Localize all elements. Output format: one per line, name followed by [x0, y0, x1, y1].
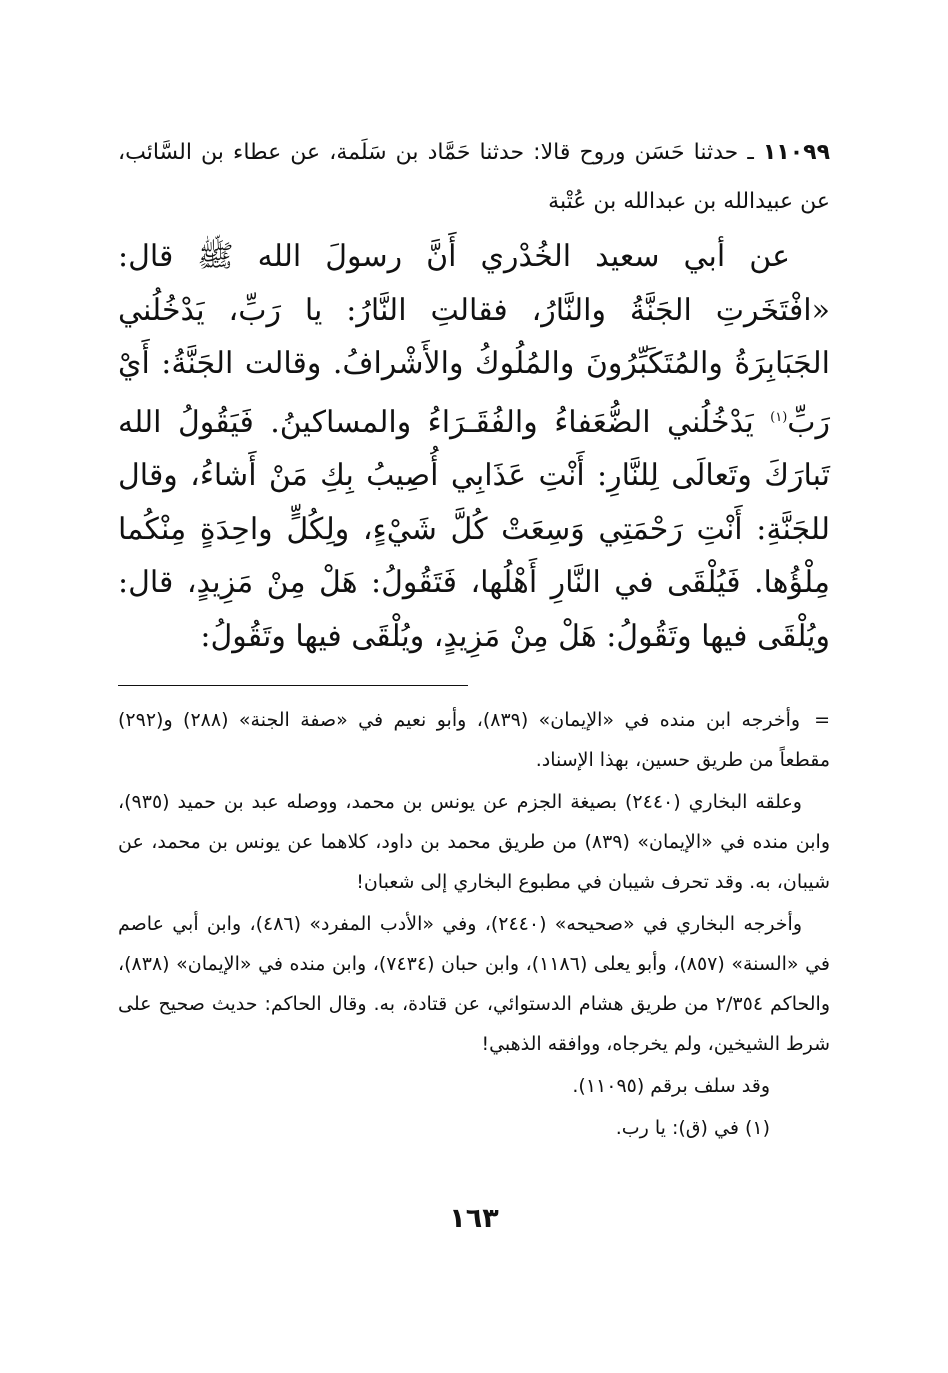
matn-text-1: عن أبي سعيد الخُدْري أَنَّ رسولَ الله ﷺ قال: «افْتَخَرتِ الجَنَّةُ والنَّارُ، فقالتِ النَّارُ: يا رَبِّ، يَدْخُلُني الجَبَابِرَةُ والمُتَكَبِّرُونَ والمُلُوكُ والأَشْرافُ. وقالت الجَنَّةُ: أَيْ رَبِّ — [118, 239, 830, 440]
isnad-text: ـ حدثنا حَسَن وروح قالا: حدثنا حَمَّاد بن سَلَمة، عن عطاء بن السَّائب، عن عبيدالله بن عبدالله بن عُتْبة — [118, 140, 830, 214]
page-body — [118, 128, 830, 1150]
hadith-number: ١١٠٩٩ — [762, 140, 830, 165]
footnote-p2: وعلقه البخاري (٢٤٤٠) بصيغة الجزم عن يونس بن محمد، ووصله عبد بن حميد (٩٣٥)، وابن منده في «الإيمان» (٨٣٩) من طريق محمد بن داود، كلاهما عن يونس بن محمد، عن شيبان، به. وقد تحرف شيبان في مطبوع البخاري إلى شعبان! — [118, 791, 830, 893]
footnotes — [118, 700, 830, 1148]
continuation-mark: = — [814, 709, 831, 731]
footnote-p3: وأخرجه البخاري في «صحيحه» (٢٤٤٠)، وفي «الأدب المفرد» (٤٨٦)، وابن أبي عاصم في «السنة» (٨٥٧)، وأبو يعلى (١١٨٦)، وابن حبان (٧٤٣٤)، وابن منده في «الإيمان» (٨٣٨)، والحاكم ٢/٣٥٤ من طريق هشام الدستوائي، عن قتادة، به. وقال الحاكم: حديث صحيح على شرط الشيخين، ولم يخرجاه، ووافقه الذهبي! — [118, 913, 831, 1055]
footnote-1: (١) في (ق): يا رب. — [615, 1117, 770, 1139]
hadith-isnad — [118, 128, 830, 226]
footnote-p4: وقد سلف برقم (١١٠٩٥). — [572, 1075, 770, 1097]
page-number: ١٦٣ — [449, 1203, 499, 1234]
hadith-matn — [118, 230, 830, 663]
footnote-ref[interactable]: (١) — [770, 409, 788, 425]
footnote-divider — [118, 685, 468, 686]
footnote-p1-text: وأخرجه ابن منده في «الإيمان» (٨٣٩)، وأبو نعيم في «صفة الجنة» (٢٨٨) و(٢٩٢) مقطعاً من طريق حسين، بهذا الإسناد. — [118, 709, 830, 771]
matn-text-2: يَدْخُلُني الضُّعَفاءُ والفُقَـرَاءُ والمساكينُ. فَيَقُولُ الله تَبارَكَ وتَعالَى لِلنَّارِ: أَنْتِ عَذَابِي أُصِيبُ بِكِ مَنْ أَشاءُ، وقال للجَنَّةِ: أَنْتِ رَحْمَتِي وَسِعَتْ كُلَّ شَيْءٍ، ولِكُلٍّ واحِدَةٍ مِنْكُما مِلْؤُها. فَيُلْقَى في النَّارِ أَهْلُها، فَتَقُولُ: هَلْ مِنْ مَزِيدٍ، قال: ويُلْقَى فيها وتَقُولُ: هَلْ مِنْ مَزِيدٍ، ويُلْقَى فيها وتَقُولُ: — [118, 404, 830, 654]
footnote-p1 — [118, 700, 830, 780]
